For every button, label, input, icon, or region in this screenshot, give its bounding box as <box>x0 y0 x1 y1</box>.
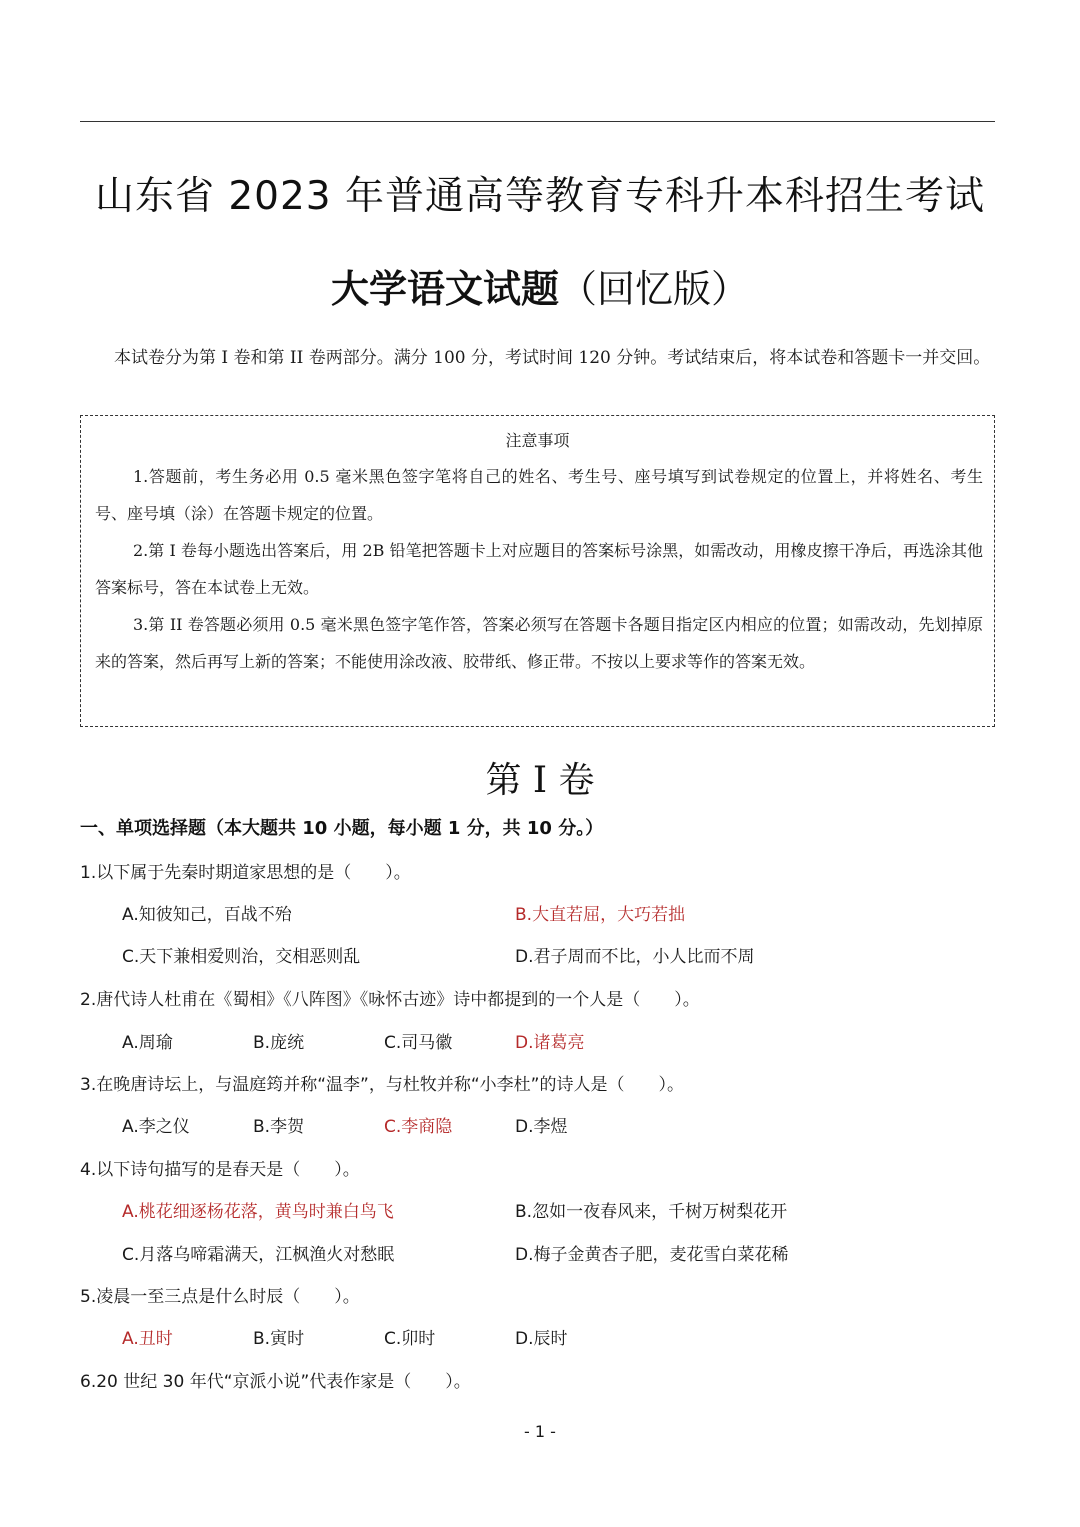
option-b: B.庞统 <box>253 1033 305 1053</box>
intro-paragraph: 本试卷分为第 I 卷和第 II 卷两部分。满分 100 分，考试时间 120 分钟。考试结束后，将本试卷和答题卡一并交回。 <box>114 348 991 368</box>
exam-subtitle-text: 大学语文试题 <box>330 267 559 311</box>
option-c: C.卯时 <box>384 1329 436 1349</box>
header-rule <box>80 121 995 122</box>
notice-item: 3.第 II 卷答题必须用 0.5 毫米黑色签字笔作答，答案必须写在答题卡各题目指定区内相应的位置；如需改动，先划掉原来的答案，然后再写上新的答案；不能使用涂改液、胶带纸、修正带。不按以上要求等作的答案无效。 <box>95 615 983 671</box>
option-a-answer: A.丑时 <box>122 1329 173 1349</box>
exam-subtitle-note: （回忆版） <box>559 267 750 311</box>
notice-item: 1.答题前，考生务必用 0.5 毫米黑色签字笔将自己的姓名、考生号、座号填写到试卷规定的位置上，并将姓名、考生号、座号填（涂）在答题卡规定的位置。 <box>95 467 983 523</box>
question-stem: 3.在晚唐诗坛上，与温庭筠并称“温李”，与杜牧并称“小李杜”的诗人是（ ）。 <box>80 1075 684 1095</box>
question-stem: 1.以下属于先秦时期道家思想的是（ ）。 <box>80 863 411 883</box>
option-a: A.李之仪 <box>122 1117 190 1137</box>
question-stem: 4.以下诗句描写的是春天是（ ）。 <box>80 1160 360 1180</box>
notice-item: 2.第 I 卷每小题选出答案后，用 2B 铅笔把答题卡上对应题目的答案标号涂黑，如需改动，用橡皮擦干净后，再选涂其他答案标号，答在本试卷上无效。 <box>95 541 983 597</box>
question-stem: 6.20 世纪 30 年代“京派小说”代表作家是（ ）。 <box>80 1372 471 1392</box>
question-stem: 5.凌晨一至三点是什么时辰（ ）。 <box>80 1287 360 1307</box>
option-a: A.周瑜 <box>122 1033 173 1053</box>
option-d: D.辰时 <box>515 1329 568 1349</box>
option-d-answer: D.诸葛亮 <box>515 1033 585 1053</box>
option-b: B.李贺 <box>253 1117 305 1137</box>
exam-subtitle <box>0 258 1080 313</box>
option-c: C.天下兼相爱则治，交相恶则乱 <box>122 947 361 967</box>
option-a: A.知彼知己，百战不殆 <box>122 905 292 925</box>
option-b: B.忽如一夜春风来，千树万树梨花开 <box>515 1202 788 1222</box>
option-c-answer: C.李商隐 <box>384 1117 453 1137</box>
option-d: D.梅子金黄杏子肥，麦花雪白菜花稀 <box>515 1245 789 1265</box>
question-stem: 2.唐代诗人杜甫在《蜀相》《八阵图》《咏怀古迹》诗中都提到的一个人是（ ）。 <box>80 990 700 1010</box>
option-d: D.李煜 <box>515 1117 568 1137</box>
section-heading: 第 I 卷 <box>485 760 595 801</box>
option-c: C.月落乌啼霜满天，江枫渔火对愁眠 <box>122 1245 395 1265</box>
notice-title: 注意事项 <box>505 431 570 450</box>
page-number: - 1 - <box>524 1422 556 1441</box>
part-heading: 一、单项选择题（本大题共 10 小题，每小题 1 分，共 10 分。） <box>80 818 604 839</box>
option-c: C.司马徽 <box>384 1033 453 1053</box>
exam-title: 山东省 2023 年普通高等教育专科升本科招生考试 <box>94 174 986 219</box>
notice-box <box>80 415 995 727</box>
option-b-answer: B.大直若屈，大巧若拙 <box>515 905 686 925</box>
option-b: B.寅时 <box>253 1329 305 1349</box>
option-d: D.君子周而不比，小人比而不周 <box>515 947 755 967</box>
option-a-answer: A.桃花细逐杨花落，黄鸟时兼白鸟飞 <box>122 1202 394 1222</box>
notice-list <box>95 458 983 680</box>
